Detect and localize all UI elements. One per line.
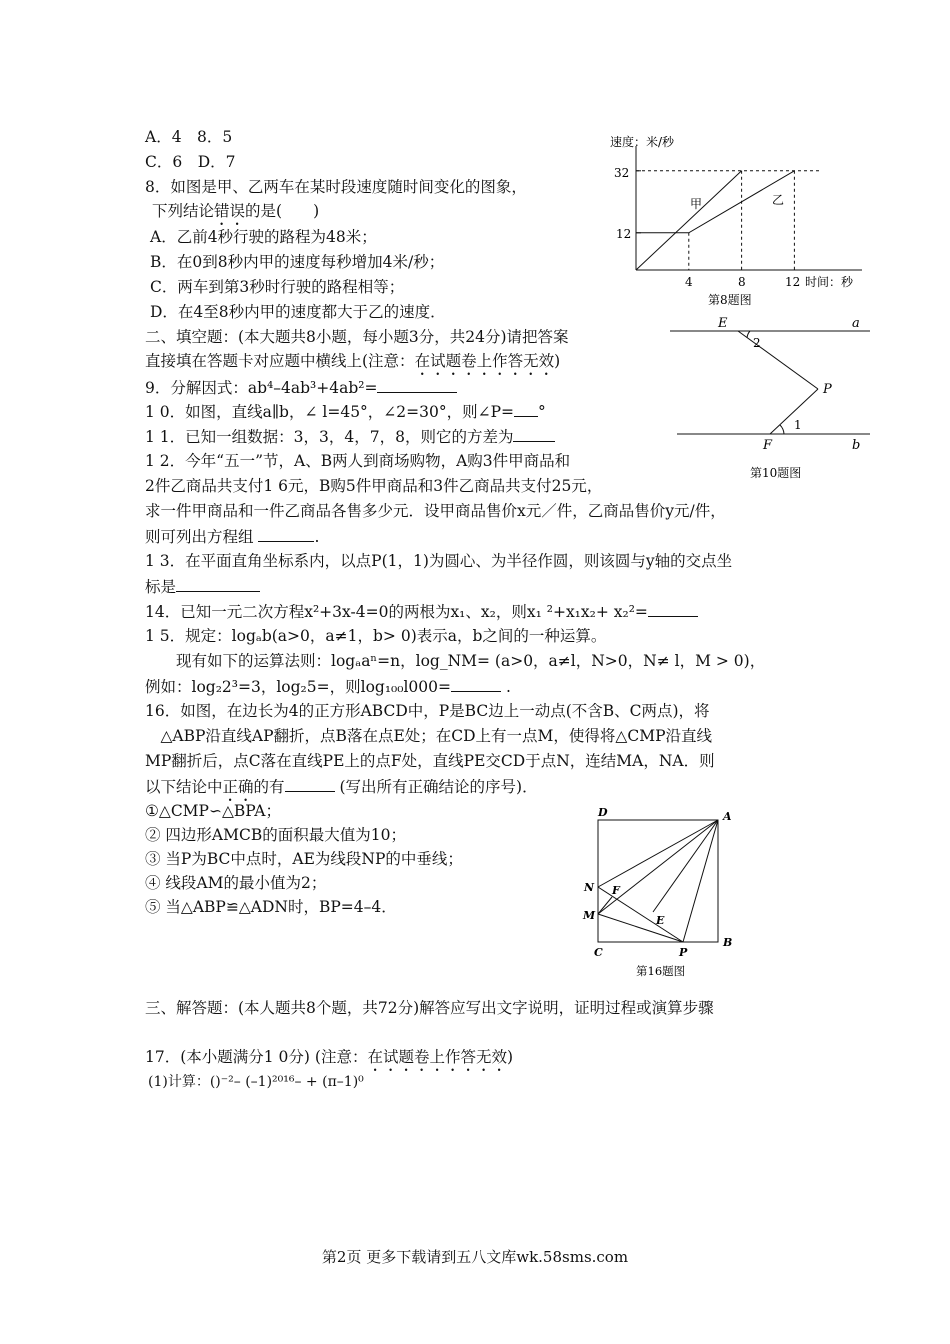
text-part: 例如：log₂2³=3，log₂5=，则log₁₀₀l000= [145, 678, 452, 696]
series-label-jia: 甲 [690, 197, 703, 211]
question-15-line-2: 现有如下的运算法则：logₐaⁿ=n，log_NM= (a>0，a≠l，N>0，N≠ l，M > 0)， [145, 652, 766, 670]
page-footer: 第2页 更多下载请到五八文库wk.58sms.com [321, 1248, 629, 1266]
text-part: . [314, 528, 320, 546]
question-16-option-3: ③ 当P为BC中点时，AE为线段NP的中垂线； [145, 850, 463, 868]
segment-am [598, 820, 718, 914]
question-12-line-4 [145, 525, 319, 548]
question-15-line-1: 1 5．规定：logₐb(a>0，a≠1，b> 0)表示a，b之间的一种运算。 [145, 627, 607, 645]
question-16-option-1: ①△CMP∽△BPA； [145, 802, 281, 820]
emphasis-text: 正确 [222, 778, 254, 796]
text-part: 直接填在答题卡对应题中横线上(注意： [145, 352, 415, 370]
question-8-option-a: A．乙前4秒行驶的路程为48米； [150, 228, 377, 246]
question-8-prompt [152, 200, 319, 229]
section-2-heading: 二、填空题：(本大题共8小题，每小题3分，共24分)请把答案 [145, 328, 569, 346]
question-14 [145, 600, 698, 623]
point-f-label: F [612, 884, 620, 897]
question-12-line-1: 1 2．今年“五一”节，A、B两人到商场购物，A购3件甲商品和 [145, 452, 571, 470]
answer-blank[interactable] [648, 600, 698, 617]
segment-ep [738, 331, 818, 389]
segment-ap [683, 820, 718, 942]
y-tick-32: 32 [614, 166, 630, 180]
question-16-line-1: 16．如图，在边长为4的正方形ABCD中，P是BC边上一动点(不含B、C两点)，将 [145, 702, 710, 720]
point-d-label: D [598, 806, 608, 819]
answer-blank[interactable] [285, 775, 335, 792]
text-part: 的有 [253, 778, 285, 796]
angle-2-label: 2 [753, 336, 761, 350]
figure-16-diagram [578, 800, 758, 980]
answer-blank[interactable] [176, 575, 260, 592]
question-17-part-1: (1)计算：()⁻²– (–1)²⁰¹⁶– + (π–1)⁰ [148, 1074, 364, 1090]
answer-blank[interactable] [451, 675, 501, 692]
x-axis-label: 时间：秒 [805, 275, 854, 289]
question-10 [145, 400, 546, 423]
section-2-instruction [145, 350, 560, 379]
point-b-label: B [723, 936, 733, 949]
text-part: 1 1．已知一组数据：3，3，4，7，8，则它的方差为 [145, 428, 514, 446]
text-part: 17．(本小题满分1 0分) (注意： [145, 1048, 368, 1066]
point-p-label: P [679, 946, 688, 959]
series-line-yi [636, 171, 794, 233]
text-part: 14．已知一元二次方程x²+3x-4=0的两根为x₁、x₂，则x₁ ²+x₁x₂+ x₂²= [145, 603, 648, 621]
figure-10-diagram [665, 312, 880, 487]
line-a-label: a [852, 316, 860, 331]
question-9 [145, 376, 457, 399]
answer-blank[interactable] [258, 525, 314, 542]
x-tick-4: 4 [685, 275, 693, 289]
y-tick-12: 12 [616, 227, 632, 241]
figure-10-caption: 第10题图 [750, 466, 802, 480]
segment-ae [653, 820, 718, 912]
point-f-label: F [763, 438, 773, 453]
question-16-line-2: △ABP沿直线AP翻折，点B落在点E处；在CD上有一点M，使得将△CMP沿直线 [145, 727, 713, 745]
emphasis-text: 在试题卷上作答无效 [367, 1048, 507, 1066]
question-11 [145, 425, 555, 448]
option-line-c: C．6 D．7 [145, 153, 236, 171]
answer-blank[interactable] [377, 376, 457, 393]
segment-mf [598, 897, 612, 914]
text-part: (写出所有正确结论的序号)． [334, 778, 538, 796]
angle-1-label: 1 [794, 418, 802, 432]
segment-np [598, 887, 683, 942]
text-part: 则可列出方程组 [145, 528, 254, 546]
y-axis-label: 速度：米/秒 [610, 135, 675, 149]
x-tick-8: 8 [738, 275, 746, 289]
text-part: 的是( ) [245, 202, 320, 220]
angle-2-arc [747, 331, 750, 338]
text-part: 下列结论 [152, 202, 215, 220]
point-e-label: E [656, 914, 665, 927]
answer-blank[interactable] [514, 400, 538, 417]
question-8-option-b: B．在0到8秒内甲的速度每秒增加4米/秒； [150, 253, 445, 271]
answer-blank[interactable] [513, 425, 555, 442]
point-c-label: C [594, 946, 603, 959]
point-m-label: M [583, 909, 596, 922]
question-8-option-d: D．在4至8秒内甲的速度都大于乙的速度． [150, 303, 446, 321]
question-16-option-5: ⑤ 当△ABP≌△ADN时，BP=4–4． [145, 898, 397, 916]
text-part: ° [538, 403, 546, 421]
point-n-label: N [584, 881, 595, 894]
point-p-label: P [823, 382, 832, 397]
series-label-yi: 乙 [772, 193, 785, 207]
text-part: ) [554, 352, 561, 370]
question-8-stem: 8．如图是甲、乙两车在某时段速度随时间变化的图象， [145, 178, 527, 196]
question-15-line-3 [145, 675, 511, 698]
question-12-line-2: 2件乙商品共支付1 6元，B购5件甲商品和3件乙商品共支付25元， [145, 477, 603, 495]
question-16-option-4: ④ 线段AM的最小值为2； [145, 874, 327, 892]
text-part: ) [506, 1048, 514, 1066]
question-8-option-c: C．两车到第3秒时行驶的路程相等； [150, 278, 405, 296]
angle-1-arc [780, 425, 784, 434]
segment-an [598, 820, 718, 887]
text-part: 1 0．如图，直线a∥b，∠ l=45°，∠2=30°，则∠P= [145, 403, 515, 421]
emphasis-text: 错误 [214, 202, 246, 220]
question-16-line-3: MP翻折后，点C落在直线PE上的点F处，直线PE交CD于点N，连结MA，NA．则 [145, 752, 715, 770]
point-e-label: E [718, 316, 728, 331]
question-13-line-1: 1 3．在平面直角坐标系内，以点P(1，1)为圆心、为半径作圆，则该圆与y轴的交点坐 [145, 552, 733, 570]
figure-16-caption: 第16题图 [636, 964, 686, 978]
line-b-label: b [852, 438, 861, 453]
segment-mp [598, 914, 683, 942]
text-part: 以下结论中 [145, 778, 223, 796]
figure-8-caption: 第8题图 [708, 293, 752, 307]
text-part: . [501, 678, 511, 696]
question-13-line-2 [145, 575, 260, 598]
series-line-jia [636, 171, 742, 270]
point-a-label: A [723, 810, 732, 823]
figure-8-chart [600, 128, 875, 313]
section-3-heading: 三、解答题：(本人题共8个题，共72分)解答应写出文字说明，证明过程或演算步骤 [145, 999, 714, 1017]
emphasis-text: 在试题卷上作答无效 [414, 352, 555, 370]
option-line-a: A．4 8．5 [145, 128, 233, 146]
question-16-option-2: ② 四边形AMCB的面积最大值为10； [145, 826, 406, 844]
question-12-line-3: 求一件甲商品和一件乙商品各售多少元．设甲商品售价x元／件，乙商品售价y元/件， [145, 502, 726, 520]
x-tick-12: 12 [785, 275, 801, 289]
text-part: 标是 [145, 578, 177, 596]
text-part: 9．分解因式：ab⁴–4ab³+4ab²= [145, 379, 378, 397]
